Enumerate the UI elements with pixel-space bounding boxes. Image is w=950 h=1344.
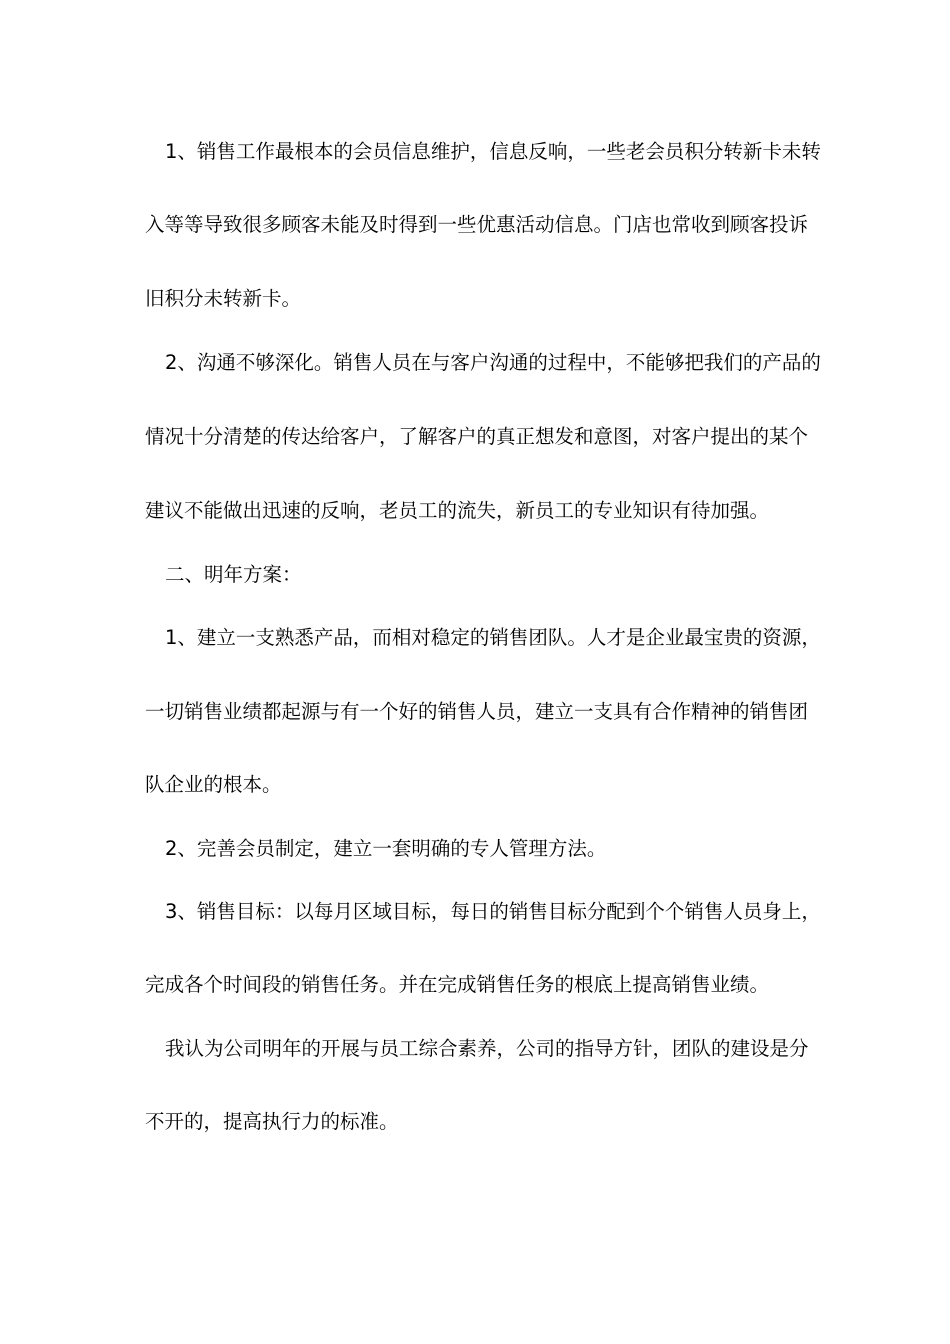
paragraph-2-line-3: 建议不能做出迅速的反响，老员工的流失，新员工的专业知识有待加强。	[145, 499, 770, 522]
paragraph-2-line-1: 2、沟通不够深化。销售人员在与客户沟通的过程中，不能够把我们的产品的	[165, 351, 821, 374]
paragraph-3-line-1: 1、建立一支熟悉产品，而相对稳定的销售团队。人才是企业最宝贵的资源，	[165, 626, 821, 649]
paragraph-4-line-1: 2、完善会员制定，建立一套明确的专人管理方法。	[165, 837, 607, 860]
paragraph-5-line-1: 3、销售目标：以每月区域目标，每日的销售目标分配到个个销售人员身上，	[165, 900, 821, 923]
paragraph-5-line-2: 完成各个时间段的销售任务。并在完成销售任务的根底上提高销售业绩。	[145, 973, 770, 996]
paragraph-6-line-2: 不开的，提高执行力的标准。	[145, 1110, 399, 1133]
paragraph-1-line-1: 1、销售工作最根本的会员信息维护，信息反响，一些老会员积分转新卡未转	[165, 140, 821, 163]
section-heading-plan: 二、明年方案：	[165, 563, 302, 586]
paragraph-2-line-2: 情况十分清楚的传达给客户，了解客户的真正想发和意图，对客户提出的某个	[145, 425, 809, 448]
paragraph-3-line-3: 队企业的根本。	[145, 773, 282, 796]
paragraph-1-line-2: 入等等导致很多顾客未能及时得到一些优惠活动信息。门店也常收到顾客投诉	[145, 213, 809, 236]
paragraph-3-line-2: 一切销售业绩都起源与有一个好的销售人员，建立一支具有合作精神的销售团	[145, 700, 809, 723]
paragraph-1-line-3: 旧积分未转新卡。	[145, 287, 302, 310]
paragraph-6-line-1: 我认为公司明年的开展与员工综合素养，公司的指导方针，团队的建设是分	[165, 1037, 809, 1060]
